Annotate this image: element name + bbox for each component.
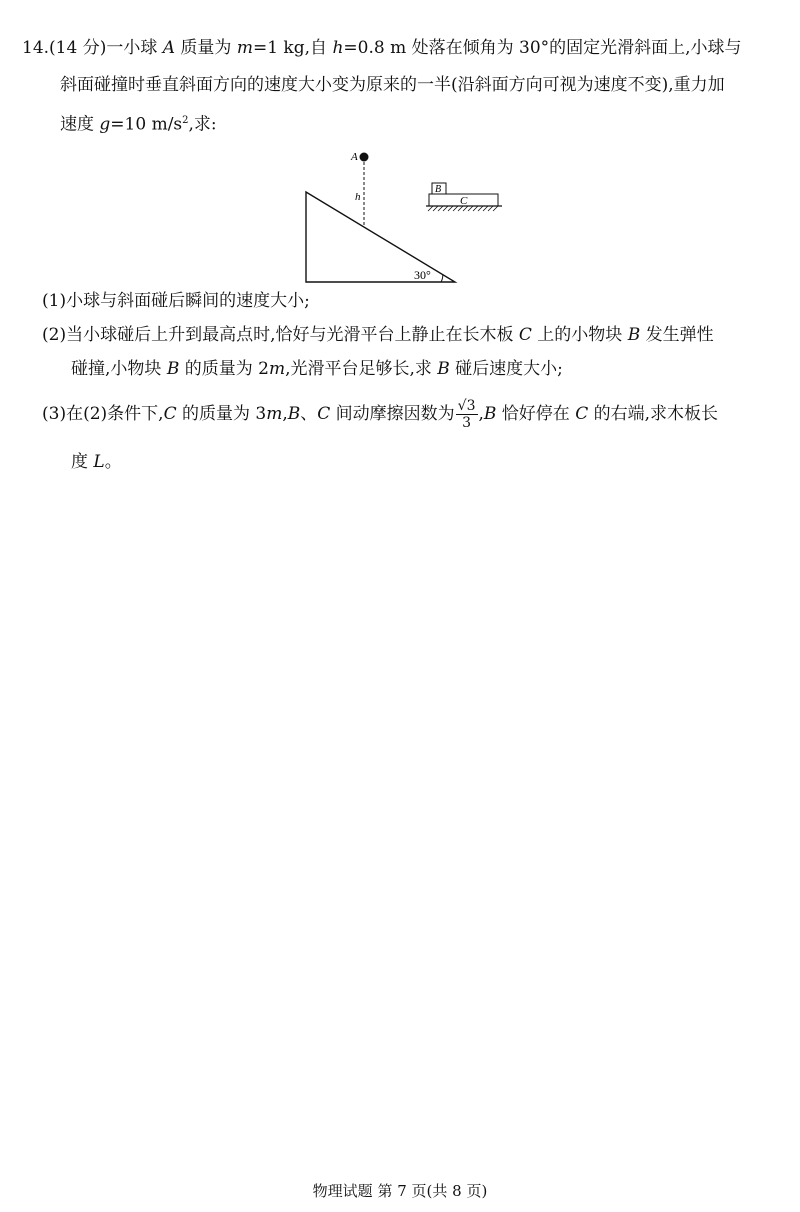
text: ,光滑平台足够长,求	[285, 359, 438, 379]
label-C: C	[460, 195, 468, 207]
text: 发生弹性	[640, 325, 714, 345]
var-h: h	[332, 38, 344, 58]
var-B: B	[483, 404, 497, 424]
text: 的右端,求木板长	[588, 404, 719, 424]
text: 的质量为 3	[176, 404, 267, 424]
text: 碰后速度大小;	[449, 359, 563, 379]
var-C: C	[575, 404, 589, 424]
question-2-line-1	[42, 323, 714, 347]
problem-line-2	[60, 73, 725, 97]
var-C: C	[163, 404, 177, 424]
angle-arc	[441, 275, 443, 282]
superscript: 2	[182, 115, 189, 126]
text: ,	[282, 404, 288, 424]
var-m: m	[266, 404, 283, 424]
text: ,	[478, 404, 484, 424]
angle-label: 30°	[414, 268, 431, 282]
var-m: m	[268, 359, 286, 379]
text: 上的小物块	[531, 325, 628, 345]
text: 的质量为 2	[179, 359, 269, 379]
text: (3)在(2)条件下,	[42, 404, 164, 424]
fraction-sqrt3-over-3	[456, 398, 478, 431]
problem-figure	[295, 140, 515, 290]
var-C: C	[317, 404, 331, 424]
var-g: g	[99, 114, 111, 135]
problem-line-3	[60, 109, 217, 137]
text: 14.(14 分)一小球	[22, 38, 163, 58]
var-B: B	[287, 404, 301, 424]
problem-line-1	[22, 36, 742, 60]
text: 恰好停在	[496, 404, 576, 424]
var-C: C	[518, 325, 532, 345]
text: 、	[300, 404, 318, 424]
question-3-line-1	[42, 398, 718, 431]
question-3-line-2	[71, 450, 122, 474]
text: ,求:	[188, 114, 217, 135]
text: (1)小球与斜面碰后瞬间的速度大小;	[42, 291, 310, 311]
page-footer: 物理试题 第 7 页(共 8 页)	[312, 1182, 488, 1200]
text: =1 kg,自	[252, 38, 333, 58]
text: =10 m/s	[110, 114, 183, 135]
fraction-numerator: √3	[457, 398, 476, 414]
text: 斜面碰撞时垂直斜面方向的速度大小变为原来的一半(沿斜面方向可视为速度不变),重力加	[60, 75, 725, 95]
var-L: L	[93, 452, 105, 472]
text: 碰撞,小物块	[71, 359, 167, 379]
question-1	[42, 289, 310, 313]
label-B: B	[435, 184, 442, 195]
var-B: B	[437, 359, 450, 379]
text: 度	[71, 452, 94, 472]
fraction-denominator: 3	[462, 415, 472, 431]
var-B: B	[627, 325, 641, 345]
var-A: A	[162, 38, 176, 58]
text: 。	[104, 452, 122, 472]
text: =0.8 m 处落在倾角为 30°的固定光滑斜面上,小球与	[343, 38, 742, 58]
var-m: m	[236, 38, 253, 58]
text: 速度	[60, 114, 100, 135]
var-B: B	[166, 359, 180, 379]
text: 质量为	[175, 38, 237, 58]
label-h: h	[355, 191, 361, 203]
question-2-line-2	[71, 357, 563, 381]
text: (2)当小球碰后上升到最高点时,恰好与光滑平台上静止在长木板	[42, 325, 519, 345]
text: 间动摩擦因数为	[330, 404, 455, 424]
ball-A	[360, 153, 369, 162]
label-A: A	[351, 151, 358, 163]
